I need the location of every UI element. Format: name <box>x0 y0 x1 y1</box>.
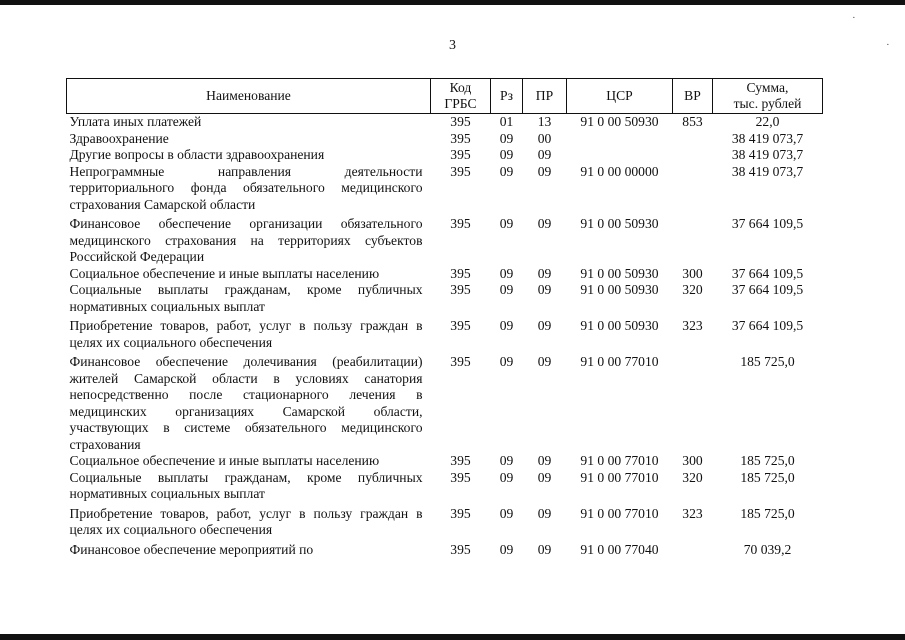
col-header-grbs-line2: ГРБС <box>444 96 477 111</box>
row-csr: 91 0 00 50930 <box>580 265 659 281</box>
row-rz: 09 <box>499 216 514 231</box>
row-csr: 91 0 00 77010 <box>580 469 659 485</box>
row-name: Финансовое обеспечение организации обязательного медицинского страхования на территориях субъектов Российской Федерации <box>69 216 423 264</box>
row-csr: 91 0 00 50930 <box>580 282 659 297</box>
row-grbs: 395 <box>450 453 471 468</box>
row-pr: 09 <box>537 505 552 521</box>
row-grbs: 395 <box>450 282 471 297</box>
row-pr: 09 <box>537 469 552 485</box>
row-csr: 91 0 00 00000 <box>580 163 659 179</box>
row-vr <box>673 351 713 453</box>
row-pr: 09 <box>537 163 552 179</box>
row-sum: 70 039,2 <box>743 541 792 557</box>
col-header-csr: ЦСР <box>567 79 673 114</box>
row-grbs: 395 <box>450 114 471 129</box>
row-name: Непрограммные направления деятельности территориального фонда обязательного медицинского страхования Самарской области <box>69 163 423 212</box>
row-pr: 09 <box>537 216 552 231</box>
row-pr: 09 <box>537 453 552 468</box>
row-grbs: 395 <box>450 469 471 485</box>
row-sum: 38 419 073,7 <box>731 147 804 162</box>
row-sum: 37 664 109,5 <box>731 282 804 297</box>
row-name: Другие вопросы в области здравоохранения <box>69 147 325 162</box>
row-rz: 09 <box>499 265 514 281</box>
row-vr <box>673 164 713 214</box>
row-rz: 09 <box>499 505 514 521</box>
row-rz: 09 <box>499 354 514 369</box>
row-vr: 323 <box>682 318 703 333</box>
scan-border-bottom <box>0 634 905 640</box>
row-csr: 91 0 00 77010 <box>580 505 659 521</box>
row-sum: 38 419 073,7 <box>731 163 804 179</box>
row-grbs: 395 <box>450 163 471 179</box>
row-vr <box>673 131 713 148</box>
table-row <box>67 164 823 214</box>
table-row <box>67 315 823 351</box>
row-sum: 38 419 073,7 <box>731 130 804 146</box>
row-sum: 37 664 109,5 <box>731 216 804 231</box>
row-sum: 185 725,0 <box>740 505 795 521</box>
table-row <box>67 453 823 470</box>
row-vr <box>673 147 713 164</box>
row-vr: 300 <box>682 453 703 468</box>
row-grbs: 395 <box>450 265 471 281</box>
row-sum: 185 725,0 <box>740 469 795 485</box>
row-pr: 13 <box>537 114 552 129</box>
row-pr: 09 <box>537 282 552 297</box>
row-sum: 37 664 109,5 <box>731 265 804 281</box>
table-row <box>67 114 823 131</box>
row-pr: 09 <box>537 265 552 281</box>
col-header-sum-line2: тыс. рублей <box>733 96 802 111</box>
row-csr: 91 0 00 77010 <box>580 453 659 468</box>
col-header-rz: Рз <box>491 79 523 114</box>
row-grbs: 395 <box>450 318 471 333</box>
col-header-name: Наименование <box>67 79 431 114</box>
row-pr: 09 <box>537 354 552 369</box>
budget-table <box>66 78 823 558</box>
table-header-row <box>67 79 823 114</box>
scan-speck: · <box>852 12 856 24</box>
row-grbs: 395 <box>450 130 471 146</box>
col-header-sum-line1: Сумма, <box>746 80 789 95</box>
scan-border-top <box>0 0 905 5</box>
row-rz: 01 <box>499 114 514 129</box>
table-row <box>67 503 823 539</box>
row-rz: 09 <box>499 318 514 333</box>
row-sum: 22,0 <box>755 114 780 129</box>
row-vr: 323 <box>682 505 703 521</box>
row-grbs: 395 <box>450 216 471 231</box>
row-name: Приобретение товаров, работ, услуг в пользу граждан в целях их социального обеспечения <box>69 318 423 350</box>
row-name: Социальные выплаты гражданам, кроме публичных нормативных социальных выплат <box>69 282 423 314</box>
table-row <box>67 266 823 283</box>
page-number: 3 <box>449 38 456 53</box>
row-rz: 09 <box>499 130 514 146</box>
row-name: Финансовое обеспечение долечивания (реабилитации) жителей Самарской области в условиях санатория непосредственно после стационарного лечения в медицинских организациях Самарской области, участвующих в системе обязательного медицинского страхования <box>69 354 423 452</box>
row-rz: 09 <box>499 469 514 485</box>
row-grbs: 395 <box>450 147 471 162</box>
row-grbs: 395 <box>450 354 471 369</box>
table-row <box>67 213 823 266</box>
row-vr <box>673 539 713 559</box>
col-header-vr: ВР <box>673 79 713 114</box>
table-row <box>67 351 823 453</box>
row-vr: 320 <box>682 282 703 297</box>
table-row <box>67 282 823 315</box>
table-row <box>67 470 823 503</box>
row-csr <box>567 131 673 148</box>
row-pr: 00 <box>537 130 552 146</box>
row-name: Социальное обеспечение и иные выплаты населению <box>69 265 380 281</box>
row-name: Социальные выплаты гражданам, кроме публичных нормативных социальных выплат <box>69 469 423 501</box>
row-name: Приобретение товаров, работ, услуг в пользу граждан в целях их социального обеспечения <box>69 505 423 537</box>
row-pr: 09 <box>537 318 552 333</box>
row-name: Социальное обеспечение и иные выплаты населению <box>69 453 380 468</box>
row-name: Уплата иных платежей <box>69 114 202 129</box>
row-csr: 91 0 00 77040 <box>580 541 659 557</box>
table-row <box>67 539 823 559</box>
row-name: Здравоохранение <box>69 130 169 146</box>
row-grbs: 395 <box>450 541 471 557</box>
row-pr: 09 <box>537 541 552 557</box>
row-sum: 185 725,0 <box>740 453 795 468</box>
row-csr <box>567 147 673 164</box>
row-vr: 853 <box>682 114 703 129</box>
table-row <box>67 131 823 148</box>
row-csr: 91 0 00 77010 <box>580 354 659 369</box>
row-rz: 09 <box>499 541 514 557</box>
row-vr <box>673 213 713 266</box>
col-header-sum <box>713 79 823 114</box>
row-rz: 09 <box>499 453 514 468</box>
row-vr: 300 <box>682 265 703 281</box>
col-header-pr: ПР <box>523 79 567 114</box>
row-grbs: 395 <box>450 505 471 521</box>
row-rz: 09 <box>499 282 514 297</box>
row-name: Финансовое обеспечение мероприятий по <box>69 541 314 557</box>
row-pr: 09 <box>537 147 552 162</box>
col-header-grbs <box>431 79 491 114</box>
row-vr: 320 <box>682 469 703 485</box>
table-row <box>67 147 823 164</box>
row-rz: 09 <box>499 163 514 179</box>
row-sum: 185 725,0 <box>740 354 795 369</box>
row-csr: 91 0 00 50930 <box>580 318 659 333</box>
scan-speck: · <box>886 39 890 51</box>
col-header-grbs-line1: Код <box>449 80 472 95</box>
row-rz: 09 <box>499 147 514 162</box>
row-sum: 37 664 109,5 <box>731 318 804 333</box>
row-csr: 91 0 00 50930 <box>580 216 659 231</box>
row-csr: 91 0 00 50930 <box>580 114 659 129</box>
